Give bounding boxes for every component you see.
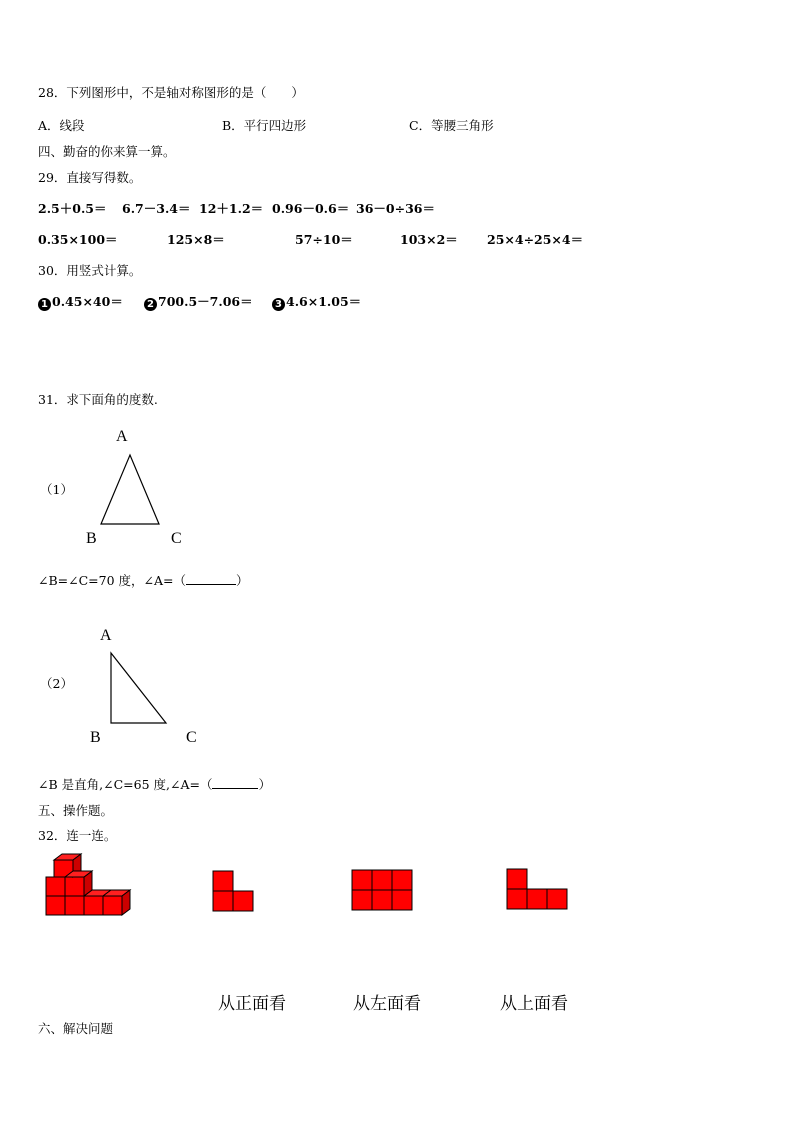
q32-stem: 32．连一连。 [38,828,117,843]
cube-face [213,891,233,911]
answer-blank [212,778,258,789]
q30-item1-expr: 0.45×40＝ [52,294,123,309]
cube-face [547,889,567,909]
section-6-heading: 六、解决问题 [38,1021,114,1036]
vertex-b-label: B [86,530,97,547]
cube-face [233,891,253,911]
cube-face [65,896,84,915]
q30-stem: 30．用竖式计算。 [38,263,142,278]
cube-face [46,877,65,896]
cube-face [392,890,412,910]
cube-face [507,869,527,889]
cube-face [46,896,65,915]
section-4-heading: 四、勤奋的你来算一算。 [38,144,176,159]
q30-item3 [272,292,361,311]
q28-option-c: C．等腰三角形 [409,118,494,133]
view-shape-rectangle [351,869,413,913]
section-5-heading: 五、操作题。 [38,803,114,818]
cube-face [352,890,372,910]
q29-row1-item3: 12＋1.2＝ [199,201,264,216]
q29-row2-item4: 103×2＝ [400,232,458,247]
q31-stem: 31．求下面角的度数. [38,392,158,407]
circled-number-2: 2 [144,298,157,311]
cube-face [372,890,392,910]
q29-row1-item2: 6.7－3.4＝ [122,201,191,216]
q29-row1-item4: 0.96－0.6＝ [272,201,350,216]
answer-blank [186,574,236,585]
cube-face [392,870,412,890]
view-label-left: 从左面看 [353,994,421,1014]
vertex-b-label: B [90,729,101,746]
q29-stem: 29．直接写得数。 [38,170,142,185]
cube-face [372,870,392,890]
q29-row1-item1: 2.5＋0.5＝ [38,201,107,216]
q30-item3-expr: 4.6×1.05＝ [286,294,362,309]
cube-face [65,877,84,896]
view-shape-l-wide [506,868,568,912]
circled-number-3: 3 [272,298,285,311]
q29-row2-item3: 57÷10＝ [295,232,353,247]
q29-row2-item2: 125×8＝ [167,232,225,247]
q29-row1-item5: 36－0÷36＝ [356,201,435,216]
q28-option-a: A．线段 [38,118,85,133]
q28-stem: 28．下列图形中，不是轴对称图形的是（ ） [38,85,304,100]
q31-part2-question: ∠B 是直角,∠C=65 度,∠A=（ ） [38,777,271,792]
cube-face [507,889,527,909]
vertex-c-label: C [186,729,197,746]
q30-item2 [144,292,253,311]
q29-row2-item5: 25×4÷25×4＝ [487,232,584,247]
q28-option-b: B．平行四边形 [222,118,307,133]
cube-face [84,896,103,915]
cube-face [527,889,547,909]
q29-row2-item1: 0.35×100＝ [38,232,118,247]
cube-face [213,871,233,891]
cube-face [352,870,372,890]
view-shape-l-small [212,870,256,914]
q31-part2-label: （2） [40,676,73,691]
q30-item1 [38,292,123,311]
cube-stack-3d-figure [44,858,134,922]
q31-part1-label: （1） [40,482,73,497]
view-label-top: 从上面看 [500,994,568,1014]
vertex-a-label: A [100,627,112,644]
q31-part1-question: ∠B=∠C=70 度，∠A=（ ） [38,573,249,588]
circled-number-1: 1 [38,298,51,311]
cube-face [103,896,122,915]
view-label-front: 从正面看 [218,994,286,1014]
vertex-c-label: C [171,530,182,547]
vertex-a-label: A [116,428,128,445]
q30-item2-expr: 700.5－7.06＝ [158,294,253,309]
